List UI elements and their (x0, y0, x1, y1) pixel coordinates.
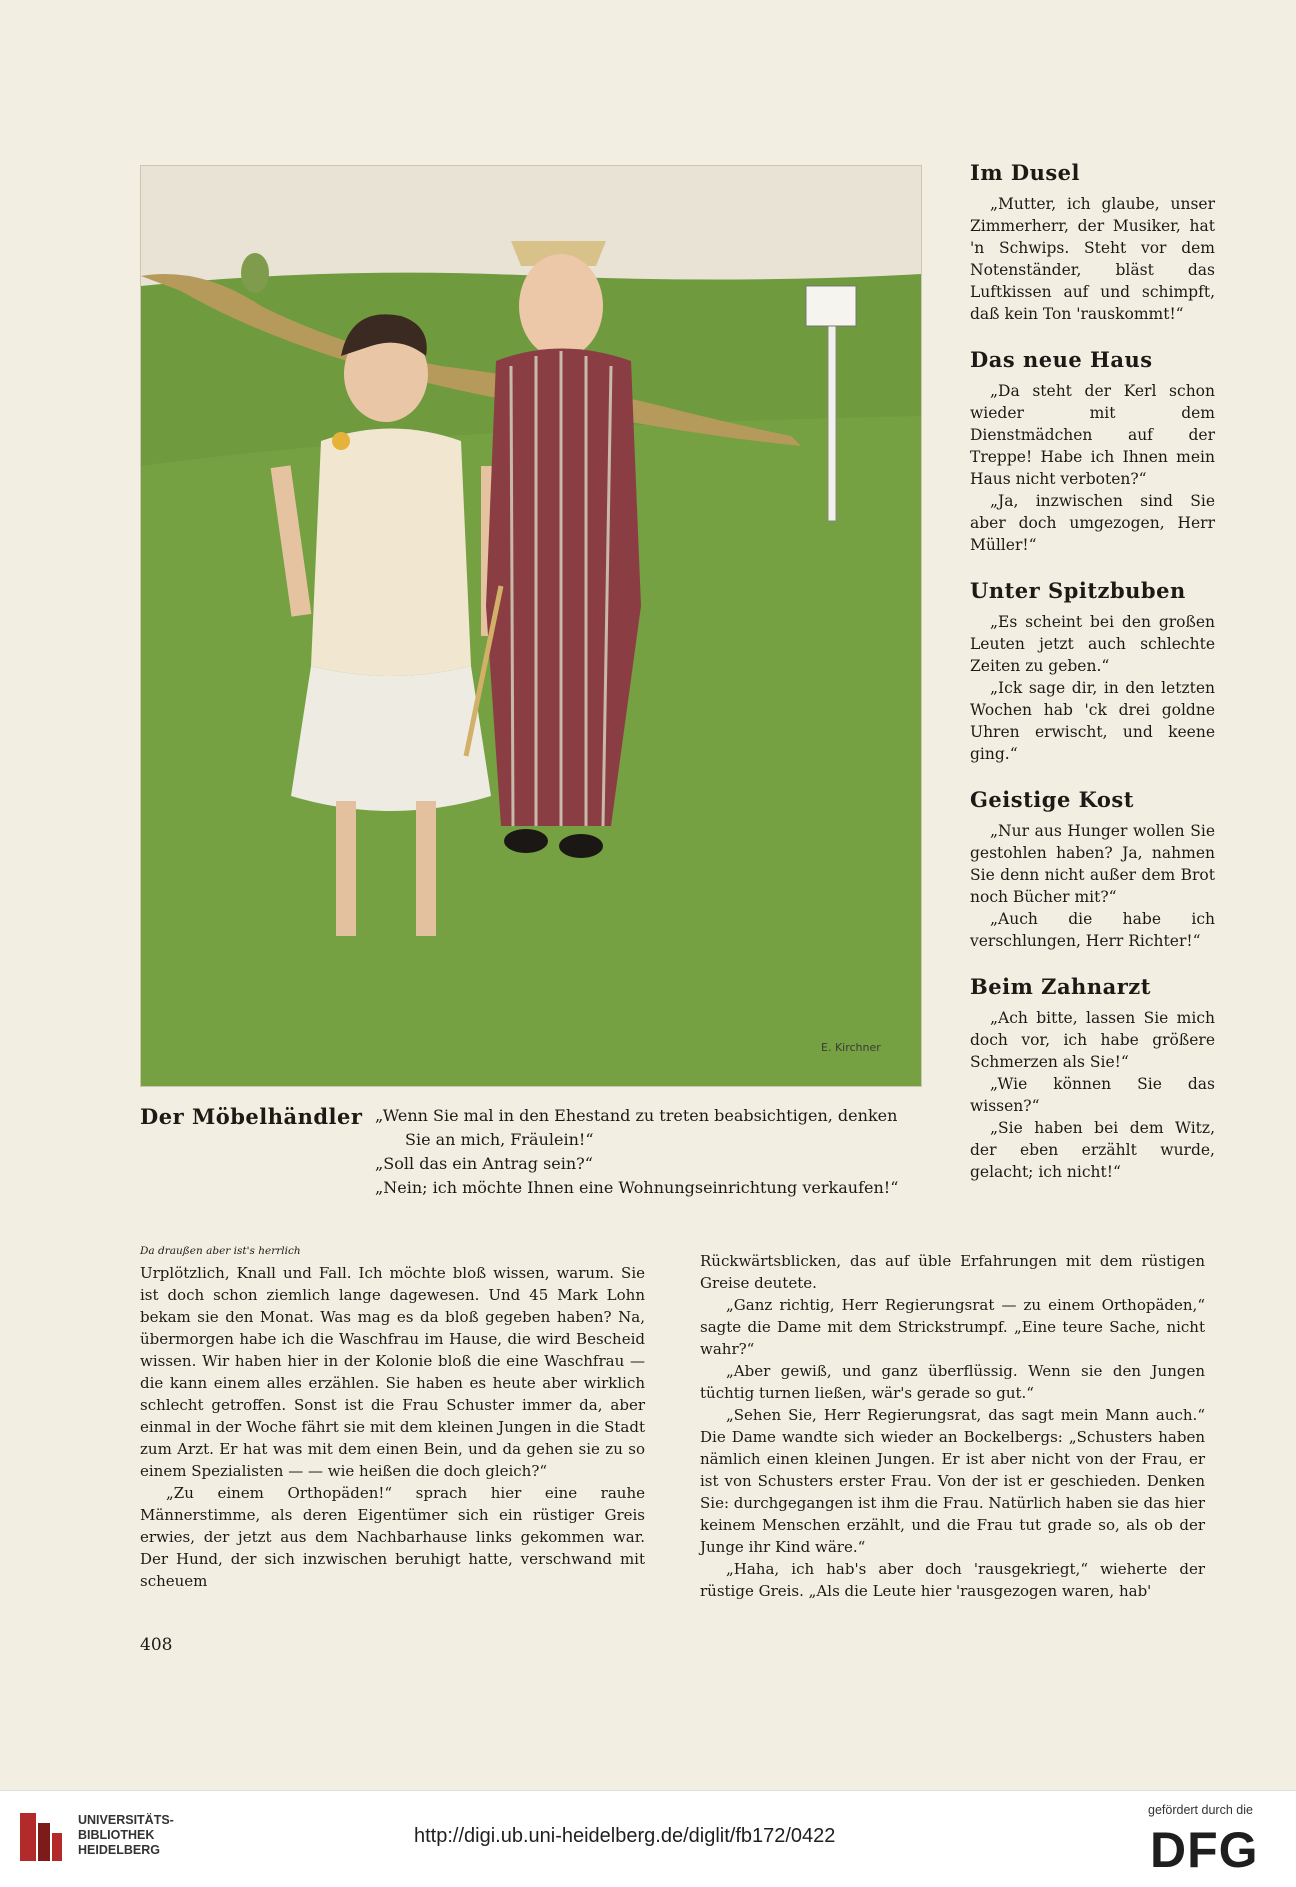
footer (0, 1790, 1296, 1887)
article-paragraph: Urplötzlich, Knall und Fall. Ich möchte bloß wissen, warum. Sie ist doch schon ziemlich lange dagewesen. Und 45 Mark Lohn bekam sie den Monat. Was mag es da bloß gegeben haben? Na, übermorgen habe ich die Waschfrau im Hause, die wird Bescheid wissen. Wir haben hier in der Kolonie bloß die eine Waschfrau — die kann einem alles erzählen. Sie haben es heute aber wirklich schlecht getroffen. Sonst ist die Frau Schuster immer da, aber einmal in der Woche fährt sie mit dem kleinen Jungen in die Stadt zum Arzt. Er hat was mit dem einen Bein, und da gehen sie zu so einem Spezialisten — — wie heißen die doch gleich?“ (140, 1264, 645, 1480)
joke-paragraph: „Wie können Sie das wissen?“ (970, 1075, 1215, 1115)
joke (970, 578, 1215, 765)
joke-title: Geistige Kost (970, 787, 1134, 812)
joke-paragraph: „Ick sage dir, in den letzten Wochen hab 'ck drei goldne Uhren erwischt, und keene ging.“ (970, 679, 1215, 763)
source-url-link[interactable]: http://digi.ub.uni-heidelberg.de/diglit/fb172/0422 (414, 1825, 836, 1847)
joke-paragraph: „Mutter, ich glaube, unser Zimmerherr, der Musiker, hat 'n Schwips. Steht vor dem Notenständer, bläst das Luftkissen auf und schimpft, daß kein Ton 'rauskommt!“ (970, 195, 1215, 323)
joke-paragraph: „Da steht der Kerl schon wieder mit dem Dienstmädchen auf der Treppe! Habe ich Ihnen mein Haus nicht verboten?“ (970, 382, 1215, 488)
article-column-left (140, 1262, 645, 1592)
joke-title: Beim Zahnarzt (970, 974, 1151, 999)
jokes-column (970, 160, 1215, 1205)
caption-line: „Wenn Sie mal in den Ehestand zu treten beabsichtigen, denken (375, 1106, 898, 1125)
caption-line: „Soll das ein Antrag sein?“ (375, 1154, 593, 1173)
institution-name (78, 1813, 174, 1858)
joke (970, 160, 1215, 325)
joke-paragraph: „Ja, inzwischen sind Sie aber doch umgezogen, Herr Müller!“ (970, 492, 1215, 554)
article-paragraph: „Ganz richtig, Herr Regierungsrat — zu einem Orthopäden,“ sagte die Dame mit dem Strickstrumpf. „Eine teure Sache, nicht wahr?“ (700, 1296, 1205, 1358)
joke-paragraph: „Es scheint bei den großen Leuten jetzt auch schlechte Zeiten zu geben.“ (970, 613, 1215, 675)
article-paragraph: „Sehen Sie, Herr Regierungsrat, das sagt mein Mann auch.“ Die Dame wandte sich wieder an Bockelbergs: „Schusters haben nämlich einen kleinen Jungen. Er ist aber nicht von der Frau, er ist von Schusters erster Frau. Von der ist er geschieden. Denken Sie: durchgegangen ist ihm die Frau. Natürlich haben sie das hier keinem Menschen erzählt, und die Frau tut grade so, als ob der Junge ihr Kind wäre.“ (700, 1406, 1205, 1556)
joke-title: Das neue Haus (970, 347, 1153, 372)
article-column-right (700, 1250, 1205, 1602)
caption-line: Sie an mich, Fräulein!“ (405, 1130, 594, 1149)
article-paragraph: „Aber gewiß, und ganz überflüssig. Wenn sie den Jungen tüchtig turnen ließen, wär's gerade so gut.“ (700, 1362, 1205, 1402)
joke (970, 347, 1215, 556)
signature: E. Kirchner (821, 1041, 881, 1054)
university-logo-icon (18, 1809, 70, 1865)
joke-paragraph: „Auch die habe ich verschlungen, Herr Richter!“ (970, 910, 1215, 950)
caption-line: „Nein; ich möchte Ihnen eine Wohnungseinrichtung verkaufen!“ (375, 1178, 899, 1197)
dfg-logo: DFG (1150, 1822, 1259, 1878)
institution-line: BIBLIOTHEK (78, 1828, 155, 1842)
joke-title: Im Dusel (970, 160, 1080, 185)
joke (970, 974, 1215, 1183)
article-paragraph: „Haha, ich hab's aber doch 'rausgekriegt,“ wieherte der rüstige Greis. „Als die Leute hier 'rausgezogen waren, hab' (700, 1560, 1205, 1600)
article-paragraph: Rückwärtsblicken, das auf üble Erfahrungen mit dem rüstigen Greise deutete. (700, 1252, 1205, 1292)
joke-paragraph: „Nur aus Hunger wollen Sie gestohlen haben? Ja, nahmen Sie denn nicht außer dem Brot noch Bücher mit?“ (970, 822, 1215, 906)
joke (970, 787, 1215, 952)
illustration (140, 165, 922, 1087)
institution-line: HEIDELBERG (78, 1843, 160, 1857)
joke-paragraph: „Ach bitte, lassen Sie mich doch vor, ich habe größere Schmerzen als Sie!“ (970, 1009, 1215, 1071)
article-heading: Da draußen aber ist's herrlich (140, 1245, 301, 1257)
joke-title: Unter Spitzbuben (970, 578, 1186, 603)
caption-title: Der Möbelhändler (140, 1104, 363, 1129)
painting (141, 166, 921, 1086)
joke-paragraph: „Sie haben bei dem Witz, der eben erzählt wurde, gelacht; ich nicht!“ (970, 1119, 1215, 1181)
page-number: 408 (140, 1635, 173, 1655)
article-paragraph: „Zu einem Orthopäden!“ sprach hier eine rauhe Männerstimme, als deren Eigentümer sich ein rüstiger Greis erwies, der jetzt aus dem Nachbarhause links gekommen war. Der Hund, der sich inzwischen beruhigt hatte, verschwand mit scheuem (140, 1484, 645, 1590)
institution-line: UNIVERSITÄTS- (78, 1813, 174, 1827)
caption-dialogue (375, 1104, 930, 1200)
funded-by-label: gefördert durch die (1148, 1803, 1253, 1817)
